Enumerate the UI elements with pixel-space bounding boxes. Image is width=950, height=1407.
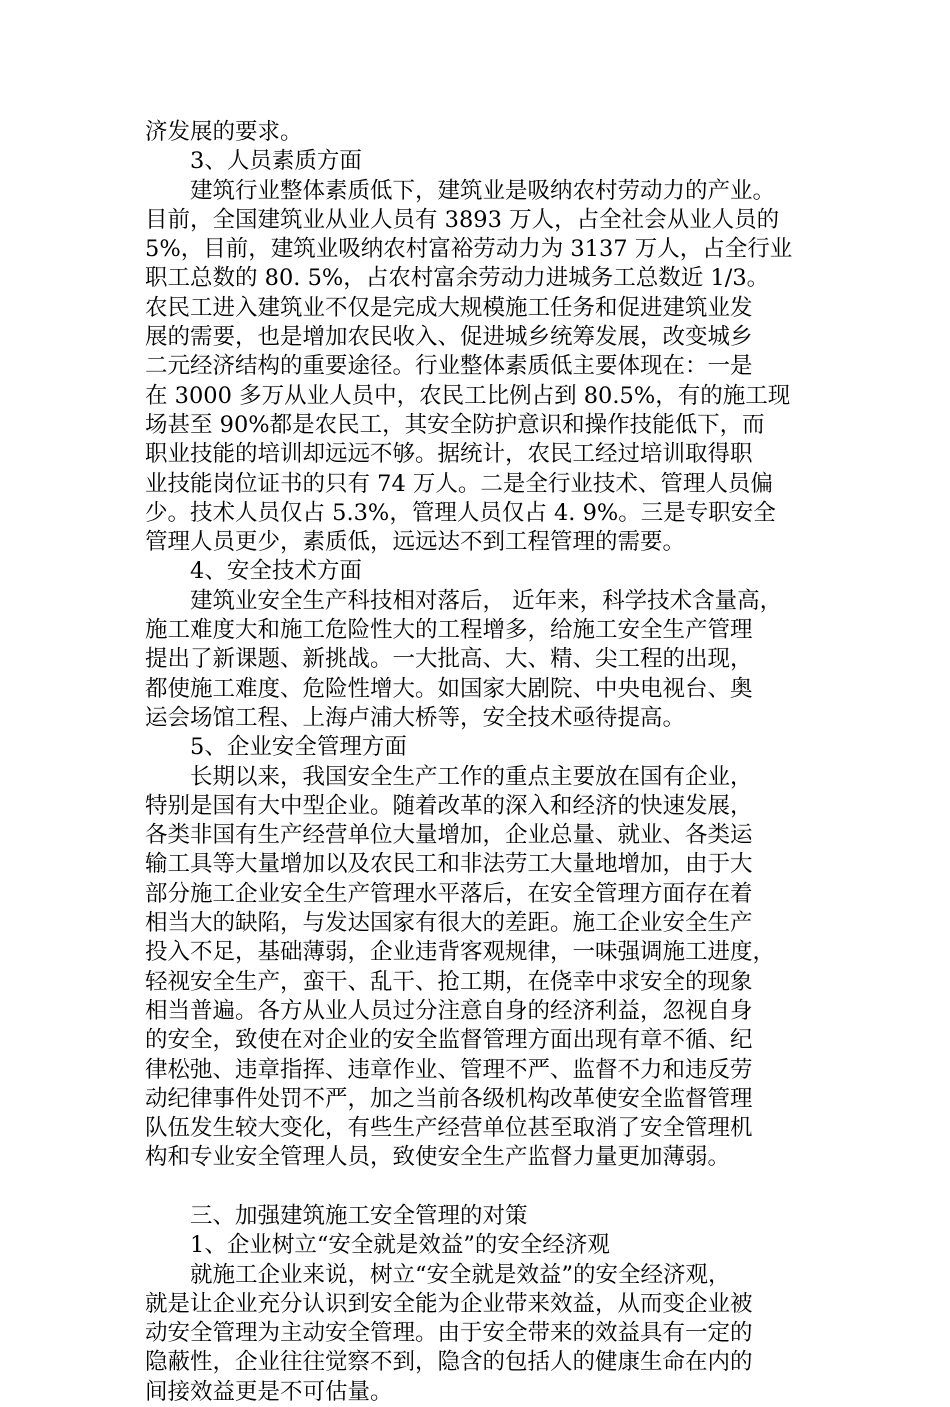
text-line: 各类非国有生产经营单位大量增加，企业总量、就业、各类运 bbox=[145, 822, 753, 849]
paragraph-start-line: 长期以来，我国安全生产工作的重点主要放在国有企业， bbox=[190, 763, 753, 790]
document-body bbox=[145, 118, 825, 1407]
text-line: 职工总数的 80. 5%，占农村富余劳动力进城务工总数近 1/3。 bbox=[145, 265, 770, 292]
text-line: 特别是国有大中型企业。随着改革的深入和经济的快速发展， bbox=[145, 792, 753, 819]
text-line: 在 3000 多万从业人员中，农民工比例占到 80.5%，有的施工现 bbox=[145, 382, 791, 409]
text-line: 律松弛、违章指挥、违章作业、管理不严、监督不力和违反劳 bbox=[145, 1056, 753, 1083]
text-line: 的安全，致使在对企业的安全监督管理方面出现有章不循、纪 bbox=[145, 1027, 753, 1054]
text-line: 提出了新课题、新挑战。一大批高、大、精、尖工程的出现， bbox=[145, 646, 753, 673]
text-line: 相当普遍。各方从业人员过分注意自身的经济利益，忽视自身 bbox=[145, 997, 753, 1024]
text-line: 济发展的要求。 bbox=[145, 119, 303, 145]
text-line: 目前，全国建筑业从业人员有 3893 万人，占全社会从业人员的 bbox=[145, 206, 780, 233]
text-line: 二元经济结构的重要途径。行业整体素质低主要体现在：一是 bbox=[145, 353, 753, 380]
text-line: 职业技能的培训却远远不够。据统计，农民工经过培训取得职 bbox=[145, 441, 753, 468]
text-line: 队伍发生较大变化，有些生产经营单位甚至取消了安全管理机 bbox=[145, 1115, 753, 1142]
text-line: 展的需要，也是增加农民收入、促进城乡统筹发展，改变城乡 bbox=[145, 324, 753, 351]
text-line: 农民工进入建筑业不仅是完成大规模施工任务和促进建筑业发 bbox=[145, 294, 753, 321]
paragraph-start-line: 5、企业安全管理方面 bbox=[190, 734, 407, 761]
text-line: 构和专业安全管理人员，致使安全生产监督力量更加薄弱。 bbox=[145, 1144, 731, 1171]
text-line: 都使施工难度、危险性增大。如国家大剧院、中央电视台、奥 bbox=[145, 675, 753, 702]
text-line: 间接效益更是不可估量。 bbox=[145, 1378, 393, 1405]
text-line: 场甚至 90%都是农民工，其安全防护意识和操作技能低下，而 bbox=[145, 411, 765, 438]
paragraph-start-line: 建筑行业整体素质低下，建筑业是吸纳农村劳动力的产业。 bbox=[190, 177, 776, 204]
paragraph-start-line: 1、企业树立“安全就是效益”的安全经济观 bbox=[190, 1232, 610, 1259]
text-line: 隐蔽性，企业往往觉察不到，隐含的包括人的健康生命在内的 bbox=[145, 1349, 753, 1376]
blank-line bbox=[145, 1173, 825, 1202]
text-line: 轻视安全生产，蛮干、乱干、抢工期，在侥幸中求安全的现象 bbox=[145, 968, 753, 995]
text-line: 输工具等大量增加以及农民工和非法劳工大量地增加，由于大 bbox=[145, 851, 753, 878]
text-line: 少。技术人员仅占 5.3%，管理人员仅占 4. 9%。三是专职安全 bbox=[145, 499, 776, 526]
text-line: 相当大的缺陷，与发达国家有很大的差距。施工企业安全生产 bbox=[145, 910, 753, 937]
text-line: 管理人员更少，素质低，远远达不到工程管理的需要。 bbox=[145, 529, 686, 556]
text-line: 动安全管理为主动安全管理。由于安全带来的效益具有一定的 bbox=[145, 1320, 753, 1347]
paragraph-start-line: 就施工企业来说，树立“安全就是效益”的安全经济观， bbox=[190, 1261, 731, 1288]
text-line: 投入不足，基础薄弱，企业违背客观规律，一味强调施工进度， bbox=[145, 939, 776, 966]
text-line: 动纪律事件处罚不严，加之当前各级机构改革使安全监督管理 bbox=[145, 1085, 753, 1112]
paragraph-start-line: 三、加强建筑施工安全管理的对策 bbox=[190, 1202, 528, 1229]
text-line: 部分施工企业安全生产管理水平落后，在安全管理方面存在着 bbox=[145, 880, 753, 907]
paragraph-start-line: 建筑业安全生产科技相对落后， 近年来，科学技术含量高， bbox=[190, 587, 783, 614]
text-line: 施工难度大和施工危险性大的工程增多，给施工安全生产管理 bbox=[145, 617, 753, 644]
paragraph-start-line: 3、人员素质方面 bbox=[190, 148, 362, 175]
text-line: 业技能岗位证书的只有 74 万人。二是全行业技术、管理人员偏 bbox=[145, 470, 773, 497]
text-line: 运会场馆工程、上海卢浦大桥等，安全技术亟待提高。 bbox=[145, 704, 686, 731]
text-line: 就是让企业充分认识到安全能为企业带来效益，从而变企业被 bbox=[145, 1290, 753, 1317]
paragraph-start-line: 4、安全技术方面 bbox=[190, 558, 362, 585]
text-line: 5%，目前，建筑业吸纳农村富裕劳动力为 3137 万人，占全行业 bbox=[145, 236, 793, 263]
